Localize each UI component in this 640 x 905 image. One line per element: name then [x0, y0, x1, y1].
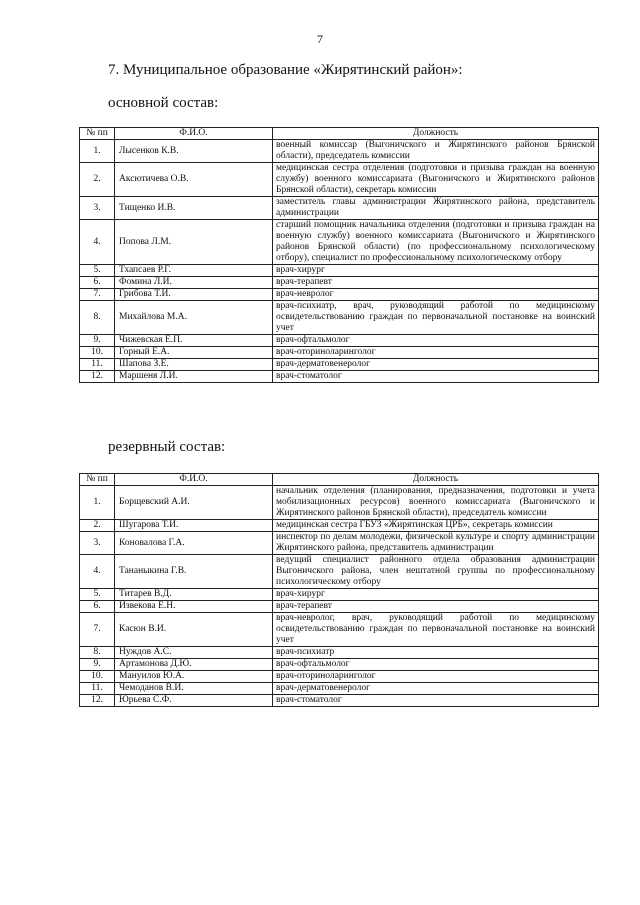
- row-number: 11.: [80, 683, 115, 695]
- table-row: [80, 140, 599, 163]
- row-number: 1.: [80, 486, 115, 520]
- table-row: [80, 163, 599, 197]
- person-position: врач-оториноларинголог: [273, 671, 599, 683]
- person-position: старший помощник начальника отделения (подготовки и призыва граждан на военную службу) военного комиссариата (Выгоничского и Жирятинского районов Брянской области) (по профессиональному психологическому отбору), специалист по профессиональному психологическому отбору: [273, 220, 599, 265]
- table-row: [80, 289, 599, 301]
- person-position: врач-стоматолог: [273, 695, 599, 707]
- table-row: [80, 277, 599, 289]
- table-row: [80, 695, 599, 707]
- main-composition-table: [79, 127, 599, 383]
- row-number: 3.: [80, 532, 115, 555]
- person-name: Юрьева С.Ф.: [115, 695, 273, 707]
- table-row: [80, 520, 599, 532]
- row-number: 2.: [80, 163, 115, 197]
- row-number: 4.: [80, 555, 115, 589]
- table-row: [80, 371, 599, 383]
- person-name: Попова Л.М.: [115, 220, 273, 265]
- row-number: 2.: [80, 520, 115, 532]
- row-number: 3.: [80, 197, 115, 220]
- person-position: врач-стоматолог: [273, 371, 599, 383]
- table-header-row: [80, 474, 599, 486]
- row-number: 10.: [80, 671, 115, 683]
- table-row: [80, 197, 599, 220]
- row-number: 9.: [80, 659, 115, 671]
- person-position: врач-невролог: [273, 289, 599, 301]
- table-row: [80, 589, 599, 601]
- person-position: врач-хирург: [273, 265, 599, 277]
- person-position: инспектор по делам молодежи, физической культуре и спорту администрации Жирятинского района, представитель администрации: [273, 532, 599, 555]
- person-position: врач-невролог, врач, руководящий работой по медицинскому освидетельствованию граждан по первоначальной постановке на воинский учет: [273, 613, 599, 647]
- person-name: Шапова З.Е.: [115, 359, 273, 371]
- person-position: начальник отделения (планирования, предназначения, подготовки и учета мобилизационных ресурсов) военного комиссариата (Выгоничского и Жирятинского районов Брянской области), председатель комиссии: [273, 486, 599, 520]
- row-number: 6.: [80, 277, 115, 289]
- person-name: Грибова Т.И.: [115, 289, 273, 301]
- row-number: 9.: [80, 335, 115, 347]
- table-row: [80, 601, 599, 613]
- row-number: 6.: [80, 601, 115, 613]
- table-header-row: [80, 128, 599, 140]
- table-row: [80, 265, 599, 277]
- table-row: [80, 671, 599, 683]
- table-row: [80, 613, 599, 647]
- table-row: [80, 359, 599, 371]
- main-composition-title: основной состав:: [108, 95, 219, 111]
- person-position: врач-офтальмолог: [273, 659, 599, 671]
- row-number: 8.: [80, 647, 115, 659]
- column-header-position: Должность: [273, 474, 599, 486]
- row-number: 4.: [80, 220, 115, 265]
- person-name: Коновалова Г.А.: [115, 532, 273, 555]
- person-name: Маршеня Л.И.: [115, 371, 273, 383]
- person-name: Борщевский А.И.: [115, 486, 273, 520]
- table-row: [80, 335, 599, 347]
- person-name: Извекова Е.Н.: [115, 601, 273, 613]
- person-name: Тхапсаев Р.Г.: [115, 265, 273, 277]
- column-header-number: № пп: [80, 474, 115, 486]
- person-name: Мануилов Ю.А.: [115, 671, 273, 683]
- person-position: медицинская сестра отделения (подготовки и призыва граждан на военную службу) военного комиссариата (Выгоничского и Жирятинского районов Брянской области), секретарь комиссии: [273, 163, 599, 197]
- person-position: врач-психиатр, врач, руководящий работой по медицинскому освидетельствованию граждан по первоначальной постановке на воинский учет: [273, 301, 599, 335]
- person-name: Аксютичева О.В.: [115, 163, 273, 197]
- person-name: Чемоданов В.И.: [115, 683, 273, 695]
- table-row: [80, 659, 599, 671]
- person-position: врач-оториноларинголог: [273, 347, 599, 359]
- person-name: Шугарова Т.И.: [115, 520, 273, 532]
- table-row: [80, 647, 599, 659]
- column-header-position: Должность: [273, 128, 599, 140]
- page-number: 7: [317, 32, 323, 46]
- person-position: врач-офтальмолог: [273, 335, 599, 347]
- row-number: 10.: [80, 347, 115, 359]
- row-number: 11.: [80, 359, 115, 371]
- person-name: Нуждов А.С.: [115, 647, 273, 659]
- row-number: 7.: [80, 289, 115, 301]
- person-name: Титарев В.Д.: [115, 589, 273, 601]
- reserve-composition-table: [79, 473, 599, 707]
- person-position: заместитель главы администрации Жирятинского района, представитель администрации: [273, 197, 599, 220]
- table-row: [80, 347, 599, 359]
- person-position: медицинская сестра ГБУЗ «Жирятинская ЦРБ», секретарь комиссии: [273, 520, 599, 532]
- row-number: 7.: [80, 613, 115, 647]
- person-name: Фомина Л.И.: [115, 277, 273, 289]
- row-number: 8.: [80, 301, 115, 335]
- person-name: Тананыкина Г.В.: [115, 555, 273, 589]
- person-name: Касюн В.И.: [115, 613, 273, 647]
- table-row: [80, 301, 599, 335]
- column-header-number: № пп: [80, 128, 115, 140]
- reserve-composition-title: резервный состав:: [108, 439, 226, 455]
- person-position: ведущий специалист районного отдела образования администрации Выгоничского района, член нештатной группы по профессиональному психологическому отбору: [273, 555, 599, 589]
- person-name: Артамонова Д.Ю.: [115, 659, 273, 671]
- person-name: Чижевская Е.П.: [115, 335, 273, 347]
- row-number: 1.: [80, 140, 115, 163]
- row-number: 5.: [80, 265, 115, 277]
- person-position: врач-хирург: [273, 589, 599, 601]
- person-name: Горный Е.А.: [115, 347, 273, 359]
- column-header-name: Ф.И.О.: [115, 128, 273, 140]
- column-header-name: Ф.И.О.: [115, 474, 273, 486]
- table-row: [80, 486, 599, 520]
- person-position: врач-психиатр: [273, 647, 599, 659]
- table-row: [80, 683, 599, 695]
- section-heading: 7. Муниципальное образование «Жирятинский район»:: [108, 62, 463, 78]
- person-position: врач-дерматовенеролог: [273, 683, 599, 695]
- person-position: врач-терапевт: [273, 601, 599, 613]
- table-row: [80, 532, 599, 555]
- person-position: врач-терапевт: [273, 277, 599, 289]
- person-position: врач-дерматовенеролог: [273, 359, 599, 371]
- table-row: [80, 555, 599, 589]
- row-number: 12.: [80, 371, 115, 383]
- person-name: Тищенко И.В.: [115, 197, 273, 220]
- person-name: Лысенков К.В.: [115, 140, 273, 163]
- person-position: военный комиссар (Выгоничского и Жирятинского районов Брянской области), председатель комиссии: [273, 140, 599, 163]
- person-name: Михайлова М.А.: [115, 301, 273, 335]
- table-row: [80, 220, 599, 265]
- row-number: 5.: [80, 589, 115, 601]
- row-number: 12.: [80, 695, 115, 707]
